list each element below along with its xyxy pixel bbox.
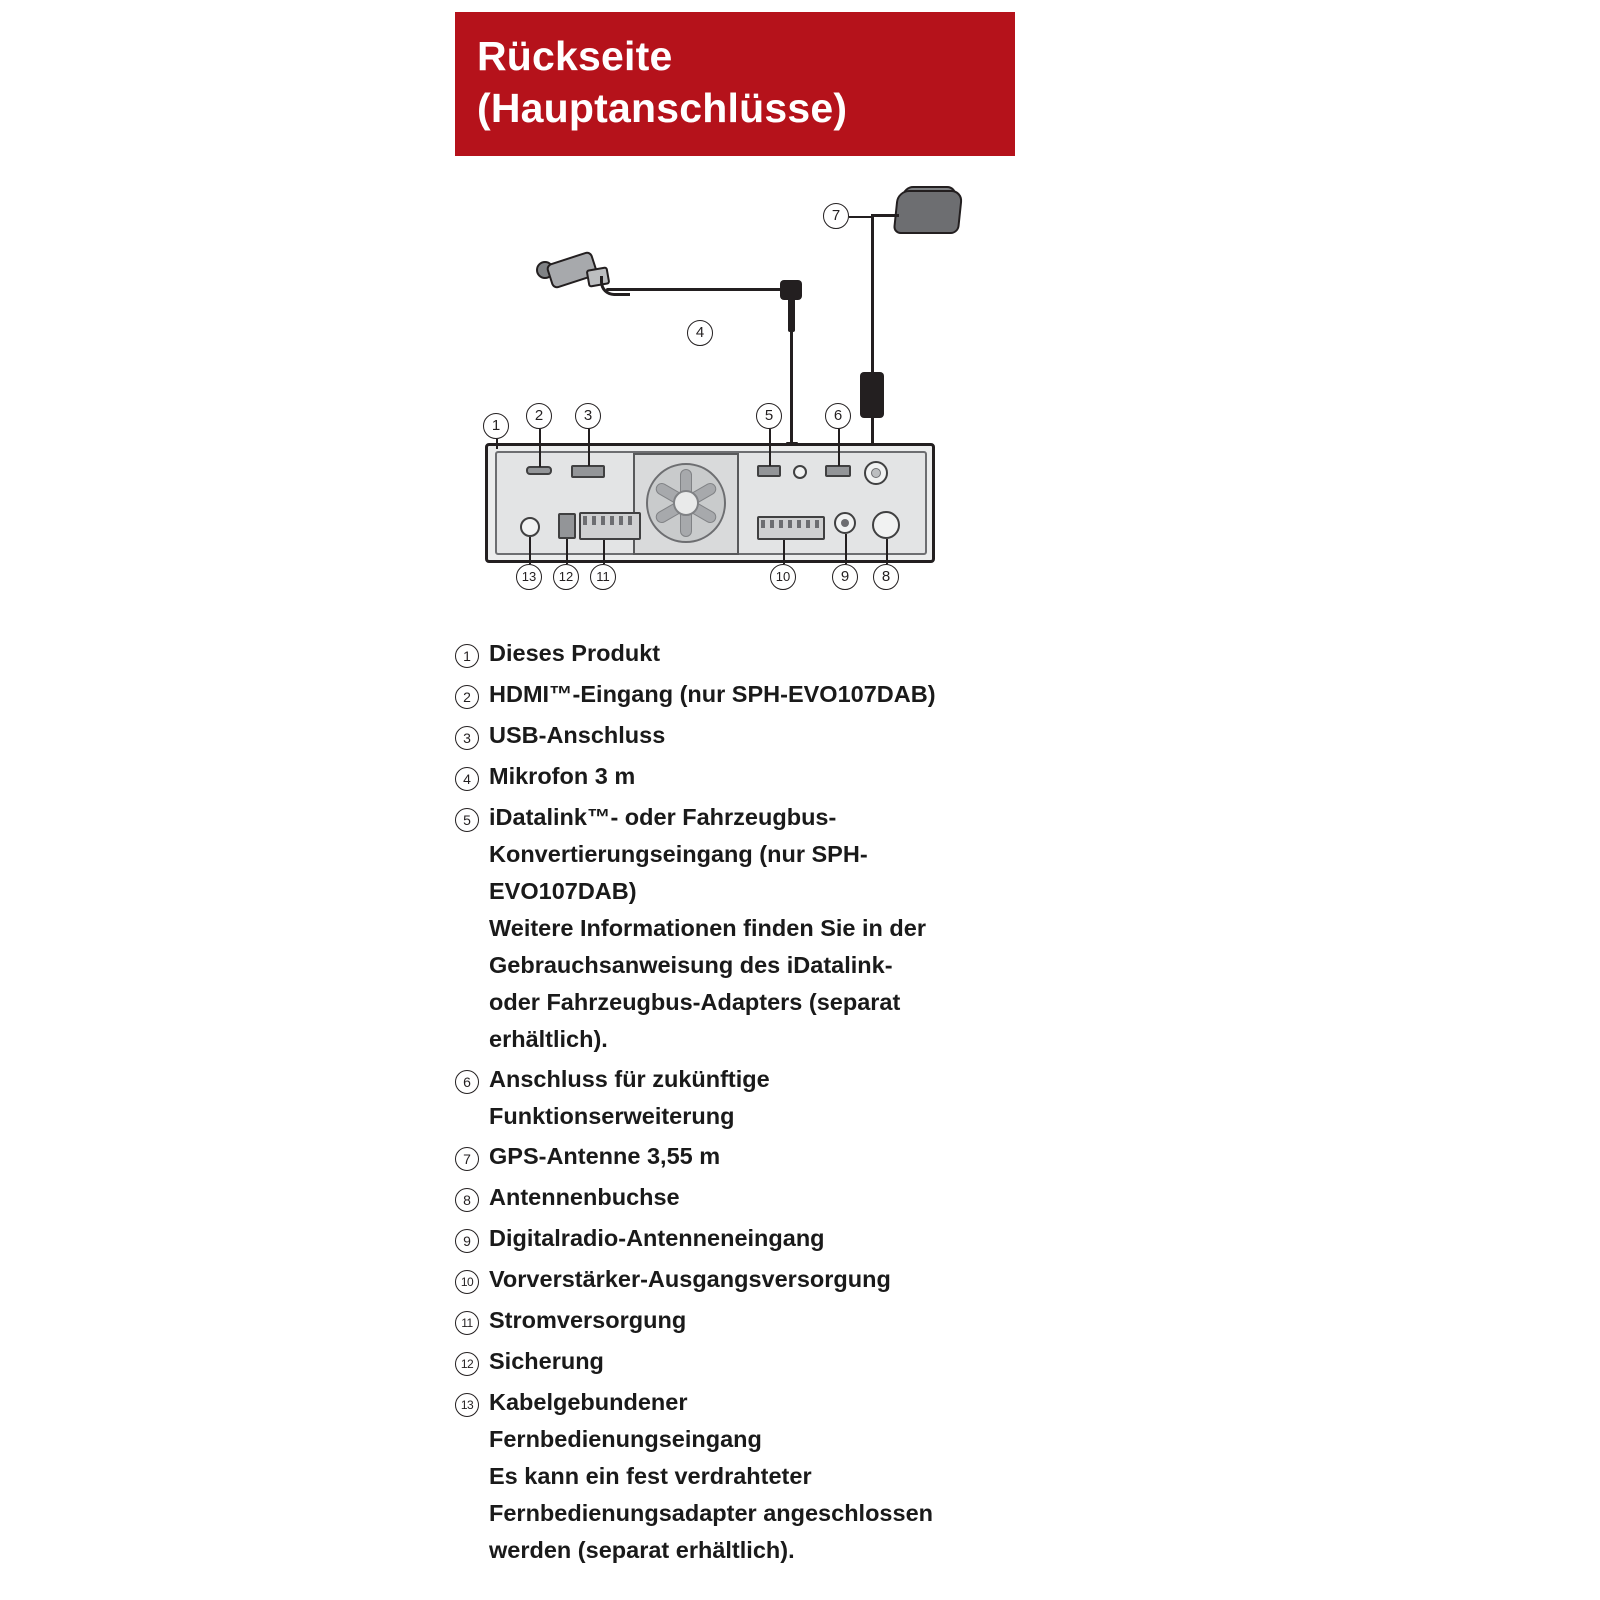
callout-11: 11 xyxy=(590,564,616,590)
callout-10: 10 xyxy=(770,564,796,590)
legend-label-line: Antennenbuchse xyxy=(489,1184,680,1210)
legend-label-line: Es kann ein fest verdrahteter xyxy=(489,1463,812,1489)
legend-number-badge: 4 xyxy=(455,767,479,791)
microphone-plug-stem xyxy=(788,298,795,332)
list-item xyxy=(455,1302,1095,1340)
legend-number-badge: 12 xyxy=(455,1352,479,1376)
legend-label-line: werden (separat erhältlich). xyxy=(489,1537,795,1563)
callout-1: 1 xyxy=(483,413,509,439)
callout-4: 4 xyxy=(687,320,713,346)
legend-number-badge: 13 xyxy=(455,1393,479,1417)
banner-title-line2: (Hauptanschlüsse) xyxy=(477,85,848,131)
legend-label xyxy=(489,799,1095,1058)
rear-panel-diagram xyxy=(440,160,1080,620)
legend-number xyxy=(455,1302,489,1340)
legend-label-line: GPS-Antenne 3,55 m xyxy=(489,1143,721,1169)
legend-label-line: iDatalink™- oder Fahrzeugbus- xyxy=(489,804,837,830)
legend-label xyxy=(489,1061,1095,1135)
list-item xyxy=(455,676,1095,714)
legend-label-line: Gebrauchsanweisung des iDatalink- xyxy=(489,952,893,978)
legend-number xyxy=(455,799,489,837)
legend-number-badge: 9 xyxy=(455,1229,479,1253)
legend-label xyxy=(489,676,1095,713)
legend-number xyxy=(455,1179,489,1217)
legend-number-badge: 10 xyxy=(455,1270,479,1294)
legend-list xyxy=(455,635,1095,1572)
callout-3-leader xyxy=(588,429,590,466)
legend-label-line: USB-Anschluss xyxy=(489,722,666,748)
legend-label-line: Funktionserweiterung xyxy=(489,1103,735,1129)
callout-9: 9 xyxy=(832,564,858,590)
microphone-jack xyxy=(793,465,807,479)
gps-ferrite-core xyxy=(860,372,884,418)
list-item xyxy=(455,717,1095,755)
legend-label-line: Digitalradio-Antenneneingang xyxy=(489,1225,825,1251)
list-item xyxy=(455,1138,1095,1176)
legend-label-line: oder Fahrzeugbus-Adapters (separat xyxy=(489,989,901,1015)
section-banner xyxy=(455,12,1015,156)
legend-label-line: Vorverstärker-Ausgangsversorgung xyxy=(489,1266,891,1292)
callout-1-leader xyxy=(496,439,498,449)
usb-port xyxy=(571,465,605,478)
microphone-cable xyxy=(606,288,786,291)
legend-number xyxy=(455,1138,489,1176)
callout-13: 13 xyxy=(516,564,542,590)
legend-number-badge: 6 xyxy=(455,1070,479,1094)
legend-label xyxy=(489,1138,1095,1175)
legend-label-line: Dieses Produkt xyxy=(489,640,661,666)
list-item xyxy=(455,1261,1095,1299)
callout-11-leader xyxy=(603,540,605,564)
idatalink-port xyxy=(757,465,781,477)
legend-label-line: Kabelgebundener xyxy=(489,1389,688,1415)
legend-number xyxy=(455,635,489,673)
legend-number-badge: 2 xyxy=(455,685,479,709)
banner-title-line1: Rückseite xyxy=(477,33,673,79)
gps-antenna-puck xyxy=(893,190,964,234)
list-item xyxy=(455,758,1095,796)
callout-9-leader xyxy=(845,534,847,564)
list-item xyxy=(455,799,1095,1058)
microphone-plug-drop-line xyxy=(790,332,793,442)
legend-label-line: Anschluss für zukünftige xyxy=(489,1066,770,1092)
legend-number xyxy=(455,1220,489,1258)
callout-13-leader xyxy=(529,537,531,564)
legend-number-badge: 8 xyxy=(455,1188,479,1212)
legend-number xyxy=(455,1061,489,1099)
legend-label xyxy=(489,1220,1095,1257)
callout-7-leader xyxy=(849,216,871,218)
callout-2-leader xyxy=(539,429,541,467)
callout-6: 6 xyxy=(825,403,851,429)
legend-number xyxy=(455,1343,489,1381)
fuse-holder xyxy=(558,513,576,539)
legend-label-line: Fernbedienungsadapter angeschlossen xyxy=(489,1500,933,1526)
legend-number-badge: 11 xyxy=(455,1311,479,1335)
callout-5-leader xyxy=(769,429,771,466)
list-item xyxy=(455,1220,1095,1258)
legend-label-line: Weitere Informationen finden Sie in der xyxy=(489,915,926,941)
callout-2: 2 xyxy=(526,403,552,429)
legend-label xyxy=(489,1261,1095,1298)
legend-label-line: Fernbedienungseingang xyxy=(489,1426,762,1452)
list-item xyxy=(455,1179,1095,1217)
callout-10-leader xyxy=(783,540,785,564)
microphone-plug-body xyxy=(780,280,802,300)
gps-cable-bend xyxy=(871,214,899,217)
legend-number-badge: 3 xyxy=(455,726,479,750)
legend-label-line: erhältlich). xyxy=(489,1026,608,1052)
callout-12-leader xyxy=(566,539,568,564)
cooling-fan-hub xyxy=(673,490,699,516)
legend-label xyxy=(489,635,1095,672)
preout-connector-pins xyxy=(761,520,821,528)
callout-8: 8 xyxy=(873,564,899,590)
legend-number xyxy=(455,1384,489,1422)
list-item xyxy=(455,1384,1095,1569)
callout-7: 7 xyxy=(823,203,849,229)
callout-6-leader xyxy=(838,429,840,466)
legend-label xyxy=(489,1384,1095,1569)
wired-remote-input-jack xyxy=(520,517,540,537)
legend-number xyxy=(455,758,489,796)
hdmi-port xyxy=(526,466,552,475)
legend-label xyxy=(489,758,1095,795)
microphone-cable-bend xyxy=(600,276,630,296)
legend-label xyxy=(489,717,1095,754)
legend-number xyxy=(455,1261,489,1299)
legend-label xyxy=(489,1343,1095,1380)
legend-label-line: Konvertierungseingang (nur SPH- xyxy=(489,841,868,867)
legend-label-line: Stromversorgung xyxy=(489,1307,687,1333)
list-item xyxy=(455,1343,1095,1381)
legend-label-line: Mikrofon 3 m xyxy=(489,763,636,789)
list-item xyxy=(455,635,1095,673)
legend-label xyxy=(489,1179,1095,1216)
future-expansion-port xyxy=(825,465,851,477)
legend-label-line: Sicherung xyxy=(489,1348,604,1374)
legend-label xyxy=(489,1302,1095,1339)
legend-label-line: EVO107DAB) xyxy=(489,878,637,904)
legend-label-line: HDMI™-Eingang (nur SPH-EVO107DAB) xyxy=(489,681,936,707)
callout-12: 12 xyxy=(553,564,579,590)
power-connector-pins xyxy=(583,516,637,525)
legend-number xyxy=(455,717,489,755)
legend-number-badge: 5 xyxy=(455,808,479,832)
callout-8-leader xyxy=(886,539,888,564)
callout-5: 5 xyxy=(756,403,782,429)
dab-antenna-jack-center xyxy=(841,519,849,527)
gps-antenna-jack-center xyxy=(871,468,881,478)
list-item xyxy=(455,1061,1095,1135)
legend-number-badge: 1 xyxy=(455,644,479,668)
legend-number xyxy=(455,676,489,714)
legend-number-badge: 7 xyxy=(455,1147,479,1171)
antenna-socket xyxy=(872,511,900,539)
callout-3: 3 xyxy=(575,403,601,429)
